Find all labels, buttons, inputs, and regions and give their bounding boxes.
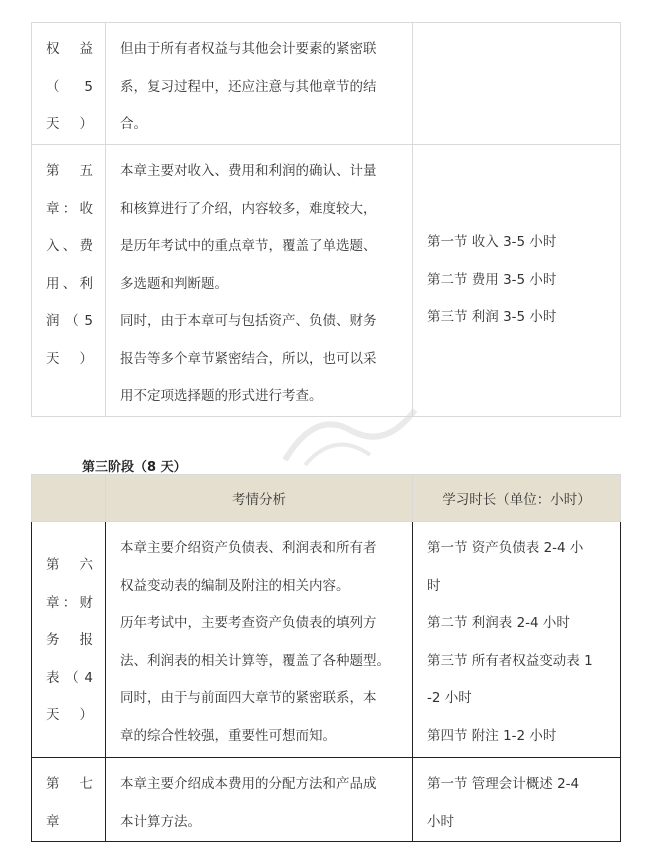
cell-line: 第七 bbox=[46, 776, 93, 792]
cell-line: 法、利润表的相关计算等，覆盖了各种题型。 bbox=[120, 652, 390, 669]
table-row bbox=[32, 522, 621, 758]
cell-line: 第二节 费用 3-5 小时 bbox=[427, 271, 557, 288]
header-cell-hours: 学习时长（单位：小时） bbox=[413, 475, 621, 522]
cell-line: 用、利 bbox=[46, 275, 93, 292]
cell-line: 表（4 bbox=[46, 669, 93, 686]
cell-line: 天） bbox=[46, 116, 93, 132]
cell-line: 同时，由于本章可与包括资产、负债、财务 bbox=[120, 313, 377, 329]
chapter-cell bbox=[32, 23, 106, 145]
cell-line: 天） bbox=[46, 707, 93, 723]
hours-cell bbox=[413, 145, 621, 417]
cell-line: 第三节 所有者权益变动表 1 bbox=[427, 652, 593, 669]
cell-line: 第三节 利润 3-5 小时 bbox=[427, 309, 557, 326]
header-cell-chapter bbox=[32, 475, 106, 522]
analysis-cell bbox=[106, 23, 413, 145]
table-header-row bbox=[32, 475, 621, 522]
stage-heading: 第三阶段（8 天） bbox=[82, 460, 187, 475]
cell-line: 章：收 bbox=[46, 200, 93, 217]
chapter-cell bbox=[32, 522, 106, 758]
cell-line: 章：财 bbox=[46, 594, 93, 611]
cell-line: 系，复习过程中，还应注意与其他章节的结 bbox=[120, 78, 377, 95]
cell-line: 第二节 利润表 2-4 小时 bbox=[427, 615, 570, 631]
cell-line: 报告等多个章节紧密结合，所以，也可以采 bbox=[120, 350, 377, 367]
cell-line: 务报 bbox=[46, 632, 93, 648]
analysis-cell bbox=[106, 145, 413, 417]
cell-line: 同时，由于与前面四大章节的紧密联系，本 bbox=[120, 690, 377, 706]
cell-line: 章 bbox=[46, 813, 60, 830]
cell-line: 是历年考试中的重点章节，覆盖了单选题、 bbox=[120, 238, 377, 254]
cell-line: -2 小时 bbox=[427, 690, 472, 706]
cell-line: 第 五 bbox=[46, 163, 93, 179]
cell-line: 和核算进行了介绍，内容较多，难度较大， bbox=[120, 200, 377, 217]
syllabus-table-stage3 bbox=[31, 474, 621, 842]
cell-line: 入、费 bbox=[46, 238, 93, 254]
cell-line: （ 5 bbox=[46, 78, 93, 95]
cell-line: 章的综合性较强，重要性可想而知。 bbox=[120, 727, 336, 744]
cell-line: 第四节 附注 1-2 小时 bbox=[427, 727, 557, 744]
hours-cell bbox=[413, 758, 621, 842]
header-cell-analysis: 考情分析 bbox=[106, 475, 413, 522]
analysis-cell bbox=[106, 758, 413, 842]
cell-line: 第六 bbox=[46, 557, 93, 573]
cell-line: 本章主要介绍成本费用的分配方法和产品成 bbox=[120, 776, 377, 792]
cell-line: 历年考试中，主要考查资产负债表的填列方 bbox=[120, 615, 377, 631]
table-row bbox=[32, 145, 621, 417]
cell-line: 小时 bbox=[427, 813, 454, 830]
cell-line: 本章主要介绍资产负债表、利润表和所有者 bbox=[120, 540, 377, 556]
cell-line: 第一节 管理会计概述 2-4 bbox=[427, 776, 580, 792]
cell-line: 权益变动表的编制及附注的相关内容。 bbox=[120, 577, 350, 594]
cell-line: 本计算方法。 bbox=[120, 813, 201, 830]
chapter-cell bbox=[32, 758, 106, 842]
cell-line: 第一节 收入 3-5 小时 bbox=[427, 234, 557, 251]
table-row bbox=[32, 23, 621, 145]
hours-cell bbox=[413, 23, 621, 145]
chapter-cell bbox=[32, 145, 106, 417]
cell-line: 多选题和判断题。 bbox=[120, 275, 228, 292]
cell-line: 用不定项选择题的形式进行考查。 bbox=[120, 388, 323, 404]
cell-line: 但由于所有者权益与其他会计要素的紧密联 bbox=[120, 41, 377, 57]
cell-line: 时 bbox=[427, 577, 441, 594]
table-row bbox=[32, 758, 621, 842]
cell-line: 天） bbox=[46, 350, 93, 367]
syllabus-table-continued bbox=[31, 22, 621, 417]
cell-line: 权 益 bbox=[46, 41, 93, 57]
analysis-cell bbox=[106, 522, 413, 758]
cell-line: 本章主要对收入、费用和利润的确认、计量 bbox=[120, 163, 377, 179]
cell-line: 合。 bbox=[120, 116, 147, 132]
cell-line: 润（5 bbox=[46, 313, 93, 329]
cell-line: 第一节 资产负债表 2-4 小 bbox=[427, 540, 584, 556]
hours-cell bbox=[413, 522, 621, 758]
